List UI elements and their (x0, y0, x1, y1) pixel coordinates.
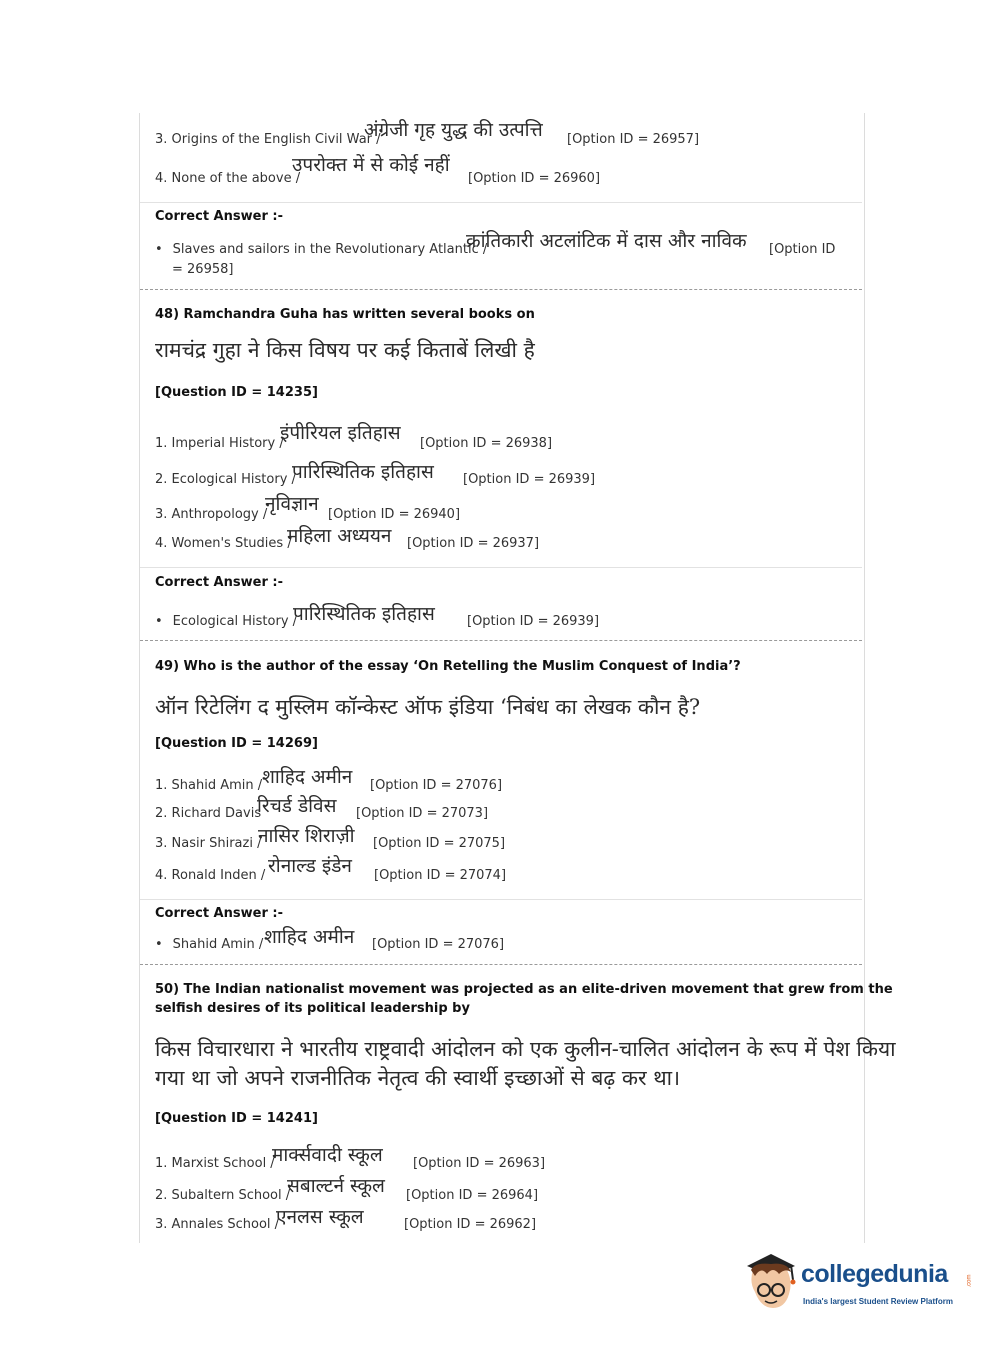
q50-option-3-text: 3. Annales School / (155, 1217, 280, 1232)
q47-answer-text: • Slaves and sailors in the Revolutionary Atlantic / (155, 242, 487, 257)
q49-option-2-id: [Option ID = 27073] (356, 806, 489, 821)
q48-option-4-hindi: महिला अध्ययन (287, 525, 392, 547)
q49-answer-hindi: शाहिद अमीन (264, 926, 355, 948)
q49-correct-label: Correct Answer :- (155, 906, 283, 921)
q50-option-1-text: 1. Marxist School / (155, 1156, 275, 1171)
brand-name: collegedunia (801, 1260, 948, 1288)
q49-option-3-text: 3. Nasir Shirazi / (155, 836, 262, 851)
q47-correct-label: Correct Answer :- (155, 209, 283, 224)
mascot-icon (741, 1252, 803, 1316)
divider (140, 202, 862, 203)
q49-option-2-text: 2. Richard Davis (155, 806, 262, 821)
q48-option-2-id: [Option ID = 26939] (463, 472, 596, 487)
divider (140, 899, 862, 900)
q49-question-hindi: ऑन रिटेलिंग द मुस्लिम कॉन्केस्ट ऑफ इंडिया ‘निबंध का लेखक कौन है? (155, 695, 701, 719)
q48-option-2-text: 2. Ecological History / (155, 472, 296, 487)
question-separator (140, 289, 862, 290)
q48-question-id: [Question ID = 14235] (155, 385, 318, 400)
q47-answer-hindi: क्रांतिकारी अटलांटिक में दास और नाविक (466, 230, 747, 252)
q49-option-2-hindi: रिचर्ड डेविस (257, 795, 337, 817)
q49-option-1-text: 1. Shahid Amin / (155, 778, 263, 793)
q47-option-4-id: [Option ID = 26960] (468, 171, 601, 186)
q48-option-1-id: [Option ID = 26938] (420, 436, 553, 451)
q48-answer-hindi: पारिस्थितिक इतिहास (293, 603, 435, 625)
divider (140, 567, 862, 568)
q48-question: 48) Ramchandra Guha has written several books on (155, 307, 535, 322)
q47-answer-id-cont: = 26958] (172, 262, 234, 277)
q50-option-1-hindi: मार्क्सवादी स्कूल (272, 1144, 383, 1166)
q47-option-3-id: [Option ID = 26957] (567, 132, 700, 147)
q49-option-1-id: [Option ID = 27076] (370, 778, 503, 793)
q49-option-1-hindi: शाहिद अमीन (262, 766, 353, 788)
q50-option-1-id: [Option ID = 26963] (413, 1156, 546, 1171)
q50-question-line1: 50) The Indian nationalist movement was projected as an elite-driven movement that grew from the (155, 982, 893, 997)
q49-question: 49) Who is the author of the essay ‘On Retelling the Muslim Conquest of India’? (155, 659, 741, 674)
q48-option-4-id: [Option ID = 26937] (407, 536, 540, 551)
question-separator (140, 640, 862, 641)
q48-option-1-hindi: इंपीरियल इतिहास (280, 422, 401, 444)
brand-tagline: India's largest Student Review Platform (803, 1297, 953, 1306)
q50-question-hindi-line2: गया था जो अपने राजनीतिक नेतृत्व की स्वार्थी इच्छाओं से बढ़ कर था। (155, 1066, 681, 1090)
q50-question-line2: selfish desires of its political leadership by (155, 1001, 470, 1016)
brand-suffix: .com (966, 1274, 973, 1288)
q49-option-4-id: [Option ID = 27074] (374, 868, 507, 883)
q49-answer-text: • Shahid Amin / (155, 937, 263, 952)
q48-question-hindi: रामचंद्र गुहा ने किस विषय पर कई किताबें लिखी है (155, 338, 535, 362)
q50-option-2-hindi: सबाल्टर्न स्कूल (287, 1175, 385, 1197)
q50-option-3-id: [Option ID = 26962] (404, 1217, 537, 1232)
q48-option-4-text: 4. Women's Studies / (155, 536, 292, 551)
q47-option-4-hindi: उपरोक्त में से कोई नहीं (292, 154, 450, 176)
q49-question-id: [Question ID = 14269] (155, 736, 318, 751)
q48-answer-id: [Option ID = 26939] (467, 614, 600, 629)
q50-option-3-hindi: एनलस स्कूल (276, 1206, 364, 1228)
q48-option-1-text: 1. Imperial History / (155, 436, 284, 451)
q49-answer-id: [Option ID = 27076] (372, 937, 505, 952)
q47-option-3-hindi: अंग्रेजी गृह युद्ध की उत्पत्ति (364, 119, 543, 141)
q47-option-3-text: 3. Origins of the English Civil War / (155, 132, 381, 147)
q50-option-2-id: [Option ID = 26964] (406, 1188, 539, 1203)
q48-option-2-hindi: पारिस्थितिक इतिहास (292, 461, 434, 483)
q47-option-4-text: 4. None of the above / (155, 171, 301, 186)
q48-answer-text: • Ecological History / (155, 614, 297, 629)
q49-option-3-hindi: नासिर शिराज़ी (258, 825, 355, 847)
q48-correct-label: Correct Answer :- (155, 575, 283, 590)
q50-option-2-text: 2. Subaltern School / (155, 1188, 291, 1203)
q48-option-3-hindi: नृविज्ञान (265, 493, 319, 515)
q47-answer-id: [Option ID (769, 242, 836, 257)
q48-option-3-id: [Option ID = 26940] (328, 507, 461, 522)
q48-option-3-text: 3. Anthropology / (155, 507, 268, 522)
q49-option-4-hindi: रोनाल्ड इंडेन (268, 855, 352, 877)
q49-option-4-text: 4. Ronald Inden / (155, 868, 266, 883)
collegedunia-logo (741, 1252, 971, 1316)
q50-question-id: [Question ID = 14241] (155, 1111, 318, 1126)
q49-option-3-id: [Option ID = 27075] (373, 836, 506, 851)
question-separator (140, 964, 862, 965)
q50-question-hindi-line1: किस विचारधारा ने भारतीय राष्ट्रवादी आंदोलन को एक कुलीन-चालित आंदोलन के रूप में पेश किया (155, 1037, 896, 1061)
